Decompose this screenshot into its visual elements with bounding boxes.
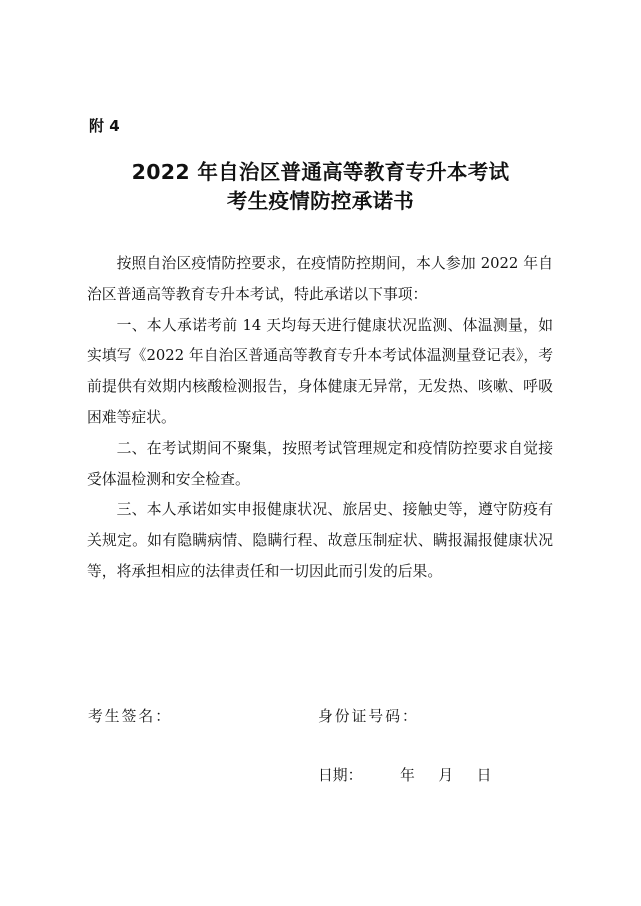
document-title-line-2: 考生疫情防控承诺书 <box>226 189 415 213</box>
attachment-label: 附 4 <box>89 117 120 135</box>
candidate-signature-label: 考生签名： <box>88 708 172 725</box>
id-number-label: 身份证号码： <box>318 708 419 725</box>
commitment-item-1: 一、本人承诺考前 14 天均每天进行健康状况监测、体温测量，如实填写《2022 年自治区普通高等教育专升本考试体温测量登记表》，考前提供有效期内核酸检测报告，身体健康无异常，无发热、咳嗽、呼吸困难等症状。 <box>87 316 553 426</box>
commitment-item-3: 三、本人承诺如实申报健康状况、旅居史、接触史等，遵守防疫有关规定。如有隐瞒病情、隐瞒行程、故意压制症状、瞒报漏报健康状况等，将承担相应的法律责任和一切因此而引发的后果。 <box>87 501 553 580</box>
document-title-line-1: 2022 年自治区普通高等教育专升本考试 <box>131 160 510 184</box>
intro-paragraph: 按照自治区疫情防控要求，在疫情防控期间，本人参加 2022 年自治区普通高等教育专升本考试，特此承诺以下事项： <box>87 255 553 303</box>
commitment-item-2: 二、在考试期间不聚集，按照考试管理规定和疫情防控要求自觉接受体温检测和安全检查。 <box>87 439 553 488</box>
commitment-body <box>87 249 553 588</box>
date-label: 日期： 年 月 日 <box>318 767 492 784</box>
